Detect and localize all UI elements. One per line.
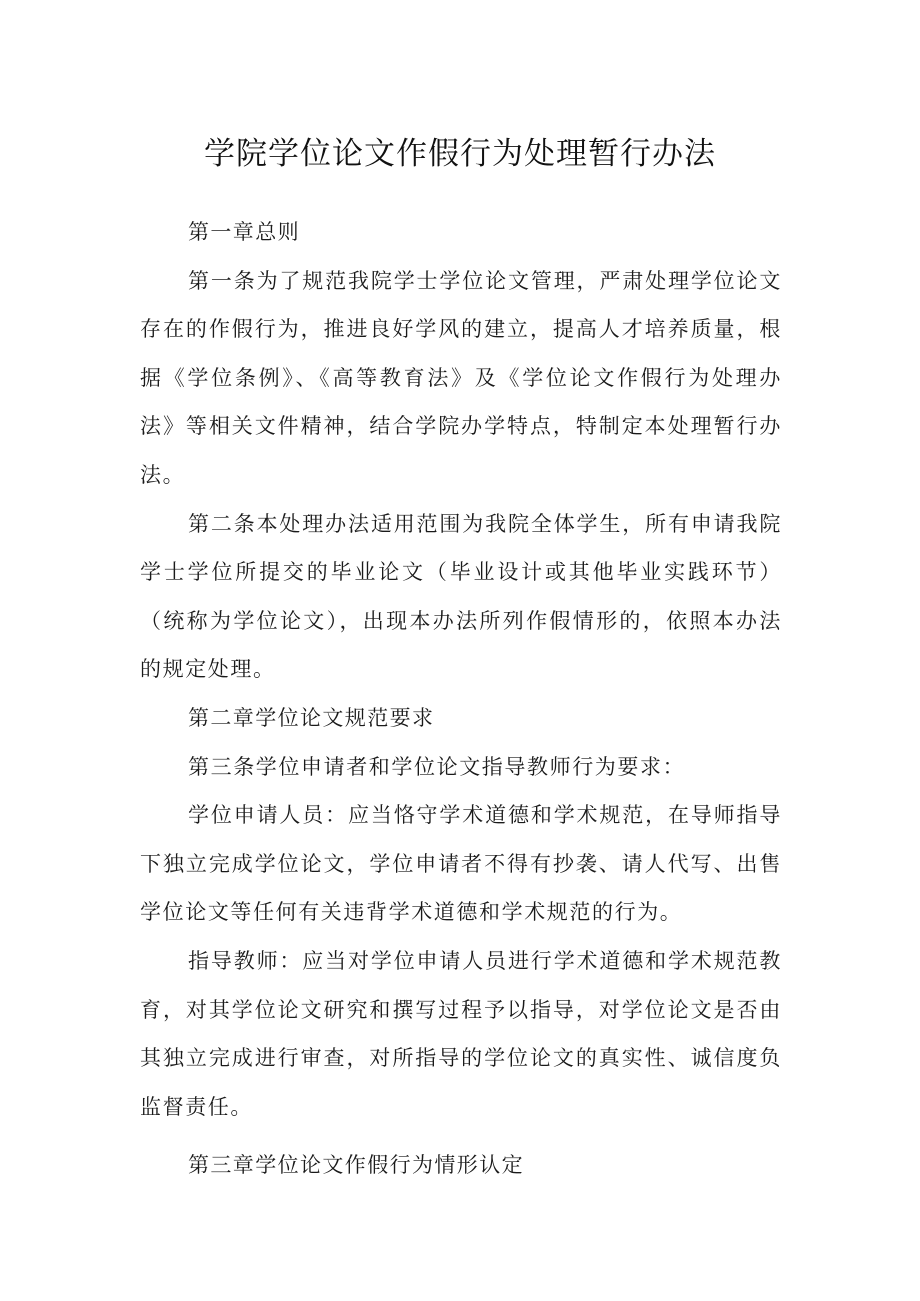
applicant-requirements-paragraph: 学位申请人员：应当恪守学术道德和学术规范，在导师指导下独立完成学位论文，学位申请者不得有抄袭、请人代写、出售学位论文等任何有关违背学术道德和学术规范的行为。 <box>140 803 782 925</box>
article-2-paragraph: 第二条本处理办法适用范围为我院全体学生，所有申请我院学士学位所提交的毕业论文（毕业设计或其他毕业实践环节）（统称为学位论文），出现本办法所列作假情形的，依照本办法的规定处理。 <box>140 511 782 682</box>
chapter-heading-3: 第三章学位论文作假行为情形认定 <box>188 1153 524 1178</box>
article-3-paragraph: 第三条学位申请者和学位论文指导教师行为要求： <box>188 754 686 779</box>
supervisor-requirements-paragraph: 指导教师：应当对学位申请人员进行学术道德和学术规范教育，对其学位论文研究和撰写过程予以指导，对学位论文是否由其独立完成进行审查，对所指导的学位论文的真实性、诚信度负监督责任。 <box>140 948 782 1119</box>
document-body <box>140 208 782 1190</box>
chapter-heading-1: 第一章总则 <box>188 220 300 244</box>
document-title: 学院学位论文作假行为处理暂行办法 <box>204 136 716 172</box>
section-spacer <box>140 1131 782 1141</box>
article-1-paragraph: 第一条为了规范我院学士学位论文管理，严肃处理学位论文存在的作假行为，推进良好学风的建立，提高人才培养质量，根据《学位条例》、《高等教育法》及《学位论文作假行为处理办法》等相关文件精神，结合学院办学特点，特制定本处理暂行办法。 <box>140 268 782 487</box>
chapter-heading-2: 第二章学位论文规范要求 <box>188 705 435 730</box>
